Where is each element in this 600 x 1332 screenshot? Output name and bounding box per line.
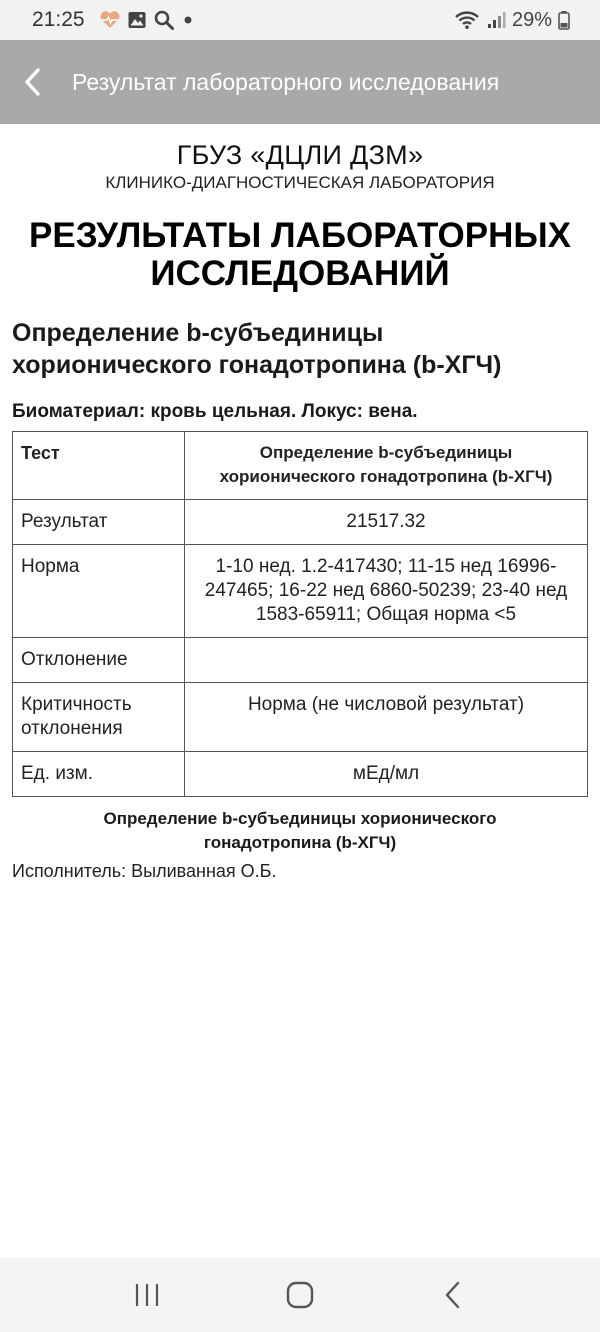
table-header-label: Тест <box>13 432 185 500</box>
gallery-icon <box>127 10 147 30</box>
norm-line-3: 1583-65911; Общая норма <5 <box>255 604 517 625</box>
table-row <box>13 545 588 638</box>
status-bar <box>0 0 600 40</box>
battery-percent: 29% <box>511 8 552 31</box>
document-title-line-2: ИССЛЕДОВАНИЙ <box>150 254 450 293</box>
row-label-criticality <box>13 683 185 752</box>
executor: Исполнитель: Выливанная О.Б. <box>12 861 277 881</box>
footer-test-line-2: гонадотропина (b-ХГЧ) <box>203 833 397 852</box>
search-icon <box>153 9 175 31</box>
table-row <box>13 638 588 683</box>
table-row <box>13 752 588 797</box>
table-row <box>13 683 588 752</box>
norm-line-2: 247465; 16-22 нед 6860-50239; 23-40 нед <box>204 580 568 601</box>
back-button[interactable] <box>0 40 64 124</box>
status-left <box>32 8 195 32</box>
norm-line-1: 1-10 нед. 1.2-417430; 11-15 нед 16996- <box>215 556 557 577</box>
results-table <box>12 431 588 797</box>
row-label-deviation: Отклонение <box>13 638 185 683</box>
row-label-norm: Норма <box>13 545 185 638</box>
chevron-left-icon <box>23 67 41 97</box>
row-value-unit: мЕд/мл <box>185 752 588 797</box>
row-value-norm <box>185 545 588 638</box>
notification-dot-icon <box>181 13 195 27</box>
test-heading-line-2: хорионического гонадотропина (b-ХГЧ) <box>12 351 502 379</box>
biomaterial: Биоматериал: кровь цельная. Локус: вена. <box>12 401 418 422</box>
battery-icon <box>558 10 570 30</box>
org-subtitle: КЛИНИКО-ДИАГНОСТИЧЕСКАЯ ЛАБОРАТОРИЯ <box>105 173 495 192</box>
recent-apps-button[interactable] <box>107 1265 187 1325</box>
heart-rate-icon <box>99 10 121 30</box>
home-button[interactable] <box>260 1265 340 1325</box>
document-title-line-1: РЕЗУЛЬТАТЫ ЛАБОРАТОРНЫХ <box>29 216 571 255</box>
system-back-button[interactable] <box>413 1265 493 1325</box>
table-header-value-line-2: хорионического гонадотропина (b-ХГЧ) <box>219 467 553 486</box>
row-value-result: 21517.32 <box>185 500 588 545</box>
row-value-deviation <box>185 638 588 683</box>
row-label-unit: Ед. изм. <box>13 752 185 797</box>
criticality-label-line-1: Критичность <box>21 694 132 715</box>
table-row <box>13 500 588 545</box>
footer-test-name <box>12 807 588 855</box>
app-bar <box>0 40 600 124</box>
table-header-row <box>13 432 588 500</box>
report-content <box>0 124 600 882</box>
test-heading <box>12 317 588 381</box>
status-right <box>454 9 570 32</box>
wifi-icon <box>454 10 480 30</box>
document-title <box>12 217 588 293</box>
row-value-criticality: Норма (не числовой результат) <box>185 683 588 752</box>
recent-apps-icon <box>133 1282 161 1308</box>
home-icon <box>285 1280 315 1310</box>
system-nav-bar <box>0 1258 600 1332</box>
test-heading-line-1: Определение b-субъединицы <box>12 319 384 347</box>
signal-icon <box>486 10 506 30</box>
table-header-value-line-1: Определение b-субъединицы <box>259 443 513 462</box>
page-title: Результат лабораторного исследования <box>72 68 500 95</box>
row-label-result: Результат <box>13 500 185 545</box>
criticality-label-line-2: отклонения <box>21 718 123 739</box>
back-icon <box>443 1280 463 1310</box>
status-time: 21:25 <box>32 8 85 31</box>
footer-test-line-1: Определение b-субъединицы хорионического <box>103 809 497 828</box>
table-header-value <box>185 432 588 500</box>
org-name: ГБУЗ «ДЦЛИ ДЗМ» <box>176 140 424 170</box>
